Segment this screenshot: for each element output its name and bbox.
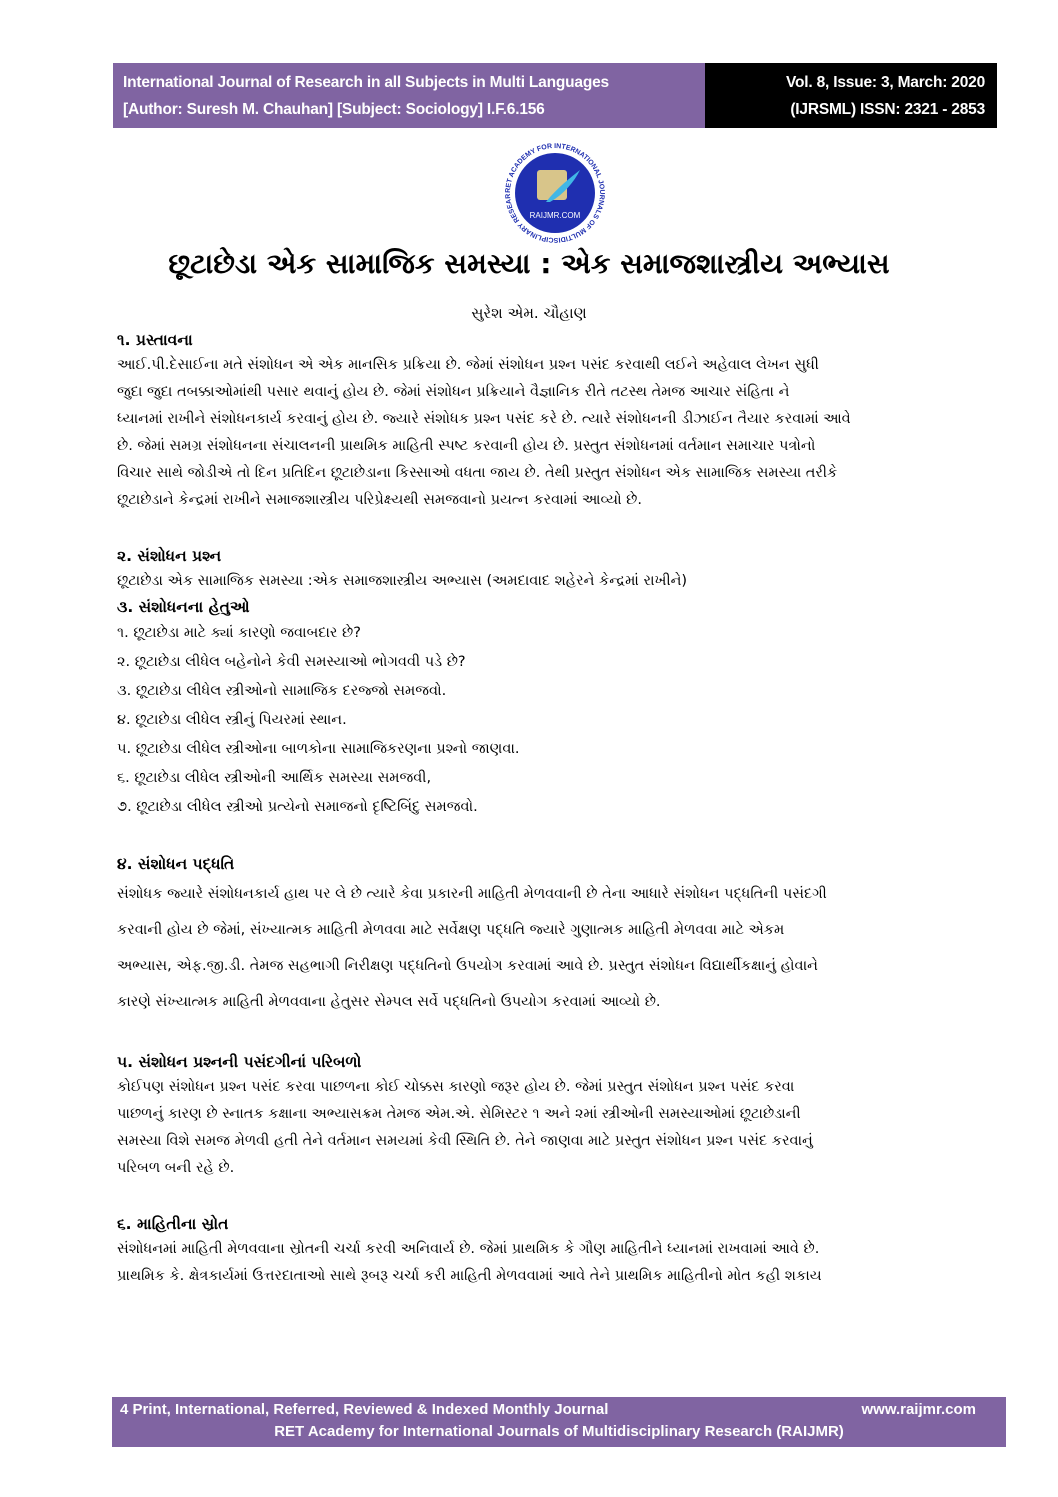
volume-issue: Vol. 8, Issue: 3, March: 2020	[786, 74, 985, 91]
issn: (IJRSML) ISSN: 2321 - 2853	[790, 101, 985, 118]
paragraph-line: આઈ.પી.દેસાઈના મતે સંશોધન એ એક માનસિક પ્રક્રિયા છે. જેમાં સંશોધન પ્રશ્ન પસંદ કરવાથી લઈને અહેવાલ લેખન સુધી	[117, 357, 819, 373]
section-heading: ૪. સંશોધન પદ્ધતિ	[117, 855, 235, 873]
section-heading: ૧. પ્રસ્તાવના	[117, 331, 193, 349]
section-research-question	[117, 544, 997, 595]
raijmr-logo	[502, 140, 608, 246]
section-heading: ૨. સંશોધન પ્રશ્ન	[117, 547, 222, 565]
paragraph-line: અભ્યાસ, એફ.જી.ડી. તેમજ સહભાગી નિરીક્ષણ પદ્ધતિનો ઉપયોગ કરવામાં આવે છે. પ્રસ્તુત સંશોધન વિદ્યાર્થીકક્ષાનું હોવાને	[117, 958, 818, 974]
spacer	[117, 514, 997, 544]
objective-item: ૨. છૂટાછેડા લીધેલ બહેનોને કેવી સમસ્યાઓ ભોગવવી પડે છે?	[117, 654, 466, 670]
paragraph-line: સંશોધક જ્યારે સંશોધનકાર્ય હાથ પર લે છે ત્યારે કેવા પ્રકારની માહિતી મેળવવાની છે તેના આધારે સંશોધન પદ્ધતિની પસંદગી	[117, 886, 827, 902]
logo-center-text: RAIJMR.COM	[529, 211, 581, 220]
objective-item: ૫. છૂટાછેડા લીધેલ સ્ત્રીઓના બાળકોના સામાજિકરણના પ્રશ્નો જાણવા.	[117, 741, 520, 757]
journal-footer	[112, 1397, 1006, 1447]
paragraph-line: કરવાની હોય છે જેમાં, સંખ્યાત્મક માહિતી મેળવવા માટે સર્વેક્ષણ પદ્ધતિ જ્યારે ગુણાત્મક માહિતી મેળવવા માટે એકમ	[117, 922, 785, 938]
paragraph-line: છૂટાછેડાને કેન્દ્રમાં રાખીને સમાજશાસ્ત્રીય પરિપ્રેક્ષ્યથી સમજવાનો પ્રયત્ન કરવામાં આવ્યો છે.	[117, 492, 642, 508]
paragraph-line: છૂટાછેડા એક સામાજિક સમસ્યા :એક સમાજશાસ્ત્રીય અભ્યાસ (અમદાવાદ શહેરને કેન્દ્રમાં રાખીને)	[117, 573, 688, 589]
journal-name: International Journal of Research in all Subjects in Multi Languages	[123, 74, 609, 91]
section-introduction	[117, 328, 997, 514]
spacer	[117, 822, 997, 852]
paragraph-line: જુદા જુદા તબક્કાઓમાંથી પસાર થવાનું હોય છે. જેમાં સંશોધન પ્રક્રિયાને વૈજ્ઞાનિક રીતે તટસ્થ તેમજ આચાર સંહિતા ને	[117, 384, 790, 400]
section-selection-factors	[117, 1050, 997, 1182]
paragraph-line: છે. જેમાં સમગ્ર સંશોધનના સંચાલનની પ્રાથમિક માહિતી સ્પષ્ટ કરવાની હોય છે. પ્રસ્તુત સંશોધનમાં વર્તમાન સમાચાર પત્રોનો	[117, 438, 816, 454]
paragraph-line: કારણે સંખ્યાત્મક માહિતી મેળવવાના હેતુસર સેમ્પલ સર્વે પદ્ધતિનો ઉપયોગ કરવામાં આવ્યો છે.	[117, 994, 661, 1010]
paragraph-line: વિચાર સાથે જોડીએ તો દિન પ્રતિદિન છૂટાછેડાના કિસ્સાઓ વધતા જાય છે. તેથી પ્રસ્તુત સંશોધન એક સામાજિક સમસ્યા તરીકે	[117, 465, 838, 481]
header-issue-band	[705, 63, 997, 128]
journal-header	[113, 63, 997, 128]
objective-item: ૬. છૂટાછેડા લીધેલ સ્ત્રીઓની આર્થિક સમસ્યા સમજવી,	[117, 770, 432, 786]
section-heading: ૩. સંશોધનના હેતુઓ	[117, 598, 250, 616]
paragraph-line: સંશોધનમાં માહિતી મેળવવાના સ્રોતની ચર્ચા કરવી અનિવાર્ય છે. જેમાં પ્રાથમિક કે ગૌણ માહિતીને ધ્યાનમાં રાખવામાં આવે છે.	[117, 1241, 820, 1257]
page-number: 4	[120, 1401, 129, 1418]
paragraph-line: પાછળનું કારણ છે સ્નાતક કક્ષાના અભ્યાસક્રમ તેમજ એમ.એ. સેમિસ્ટર ૧ અને ૨માં સ્ત્રીઓની સમસ્યાઓમાં છૂટાછેડાની	[117, 1106, 801, 1122]
spacer	[117, 1020, 997, 1050]
section-heading: ૬. માહિતીના સ્રોત	[117, 1215, 229, 1233]
objective-item: ૭. છૂટાછેડા લીધેલ સ્ત્રીઓ પ્રત્યેનો સમાજનો દૃષ્ટિબિંદુ સમજવો.	[117, 799, 478, 815]
paper-author: સુરેશ એમ. ચૌહાણ	[471, 304, 587, 322]
paper-body	[117, 328, 997, 1290]
paragraph-line: સમસ્યા વિશે સમજ મેળવી હતી તેને વર્તમાન સમયમાં કેવી સ્થિતિ છે. તેને જાણવા માટે પ્રસ્તુત સંશોધન પ્રશ્ન પસંદ કરવાનું	[117, 1133, 813, 1149]
footer-website-link[interactable]: www.raijmr.com	[861, 1401, 976, 1418]
paragraph-line: કોઈપણ સંશોધન પ્રશ્ન પસંદ કરવા પાછળના કોઈ ચોક્કસ કારણો જરૂર હોય છે. જેમાં પ્રસ્તુત સંશોધન પ્રશ્ન પસંદ કરવા	[117, 1079, 795, 1095]
header-journal-band	[113, 63, 705, 128]
paper-title: છૂટાછેડા એક સામાજિક સમસ્યા : એક સમાજશાસ્ત્રીય અભ્યાસ	[168, 247, 890, 280]
paragraph-line: પરિબળ બની રહે છે.	[117, 1160, 235, 1176]
section-data-sources	[117, 1212, 997, 1290]
footer-tagline: Print, International, Referred, Reviewed & Indexed Monthly Journal	[132, 1401, 609, 1418]
author-subject-line: [Author: Suresh M. Chauhan] [Subject: Sociology] I.F.6.156	[123, 101, 545, 118]
objective-item: ૪. છૂટાછેડા લીધેલ સ્ત્રીનું પિયરમાં સ્થાન.	[117, 712, 347, 728]
logo-emblem-icon	[502, 140, 608, 246]
paragraph-line: ધ્યાનમાં રાખીને સંશોધનકાર્ય કરવાનું હોય છે. જ્યારે સંશોધક પ્રશ્ન પસંદ કરે છે. ત્યારે સંશોધનની ડીઝાઈન તૈયાર કરવામાં આવે	[117, 411, 851, 427]
objective-item: ૧. છૂટાછેડા માટે ક્યાં કારણો જવાબદાર છે?	[117, 625, 361, 641]
section-objectives	[117, 595, 997, 822]
footer-publisher: RET Academy for International Journals of Multidisciplinary Research (RAIJMR)	[274, 1423, 844, 1440]
paragraph-line: પ્રાથમિક કે. ક્ષેત્રકાર્યમાં ઉત્તરદાતાઓ સાથે રૂબરૂ ચર્ચા કરી માહિતી મેળવવામાં આવે તેને પ્રાથમિક માહિતીનો મોત કહી શકાય	[117, 1268, 822, 1284]
footer-top-row	[112, 1397, 1006, 1421]
section-heading: ૫. સંશોધન પ્રશ્નની પસંદગીનાં પરિબળો	[117, 1053, 362, 1071]
logo-ring-text: RET ACADEMY FOR INTERNATIONAL JOURNALS OF MULTIDISCIPLINARY RESEAR	[504, 142, 606, 244]
footer-tagline-group	[120, 1399, 608, 1421]
section-methodology	[117, 852, 997, 1020]
objective-item: ૩. છૂટાછેડા લીધેલ સ્ત્રીઓનો સામાજિક દરજ્જો સમજવો.	[117, 683, 447, 699]
spacer	[117, 1182, 997, 1212]
